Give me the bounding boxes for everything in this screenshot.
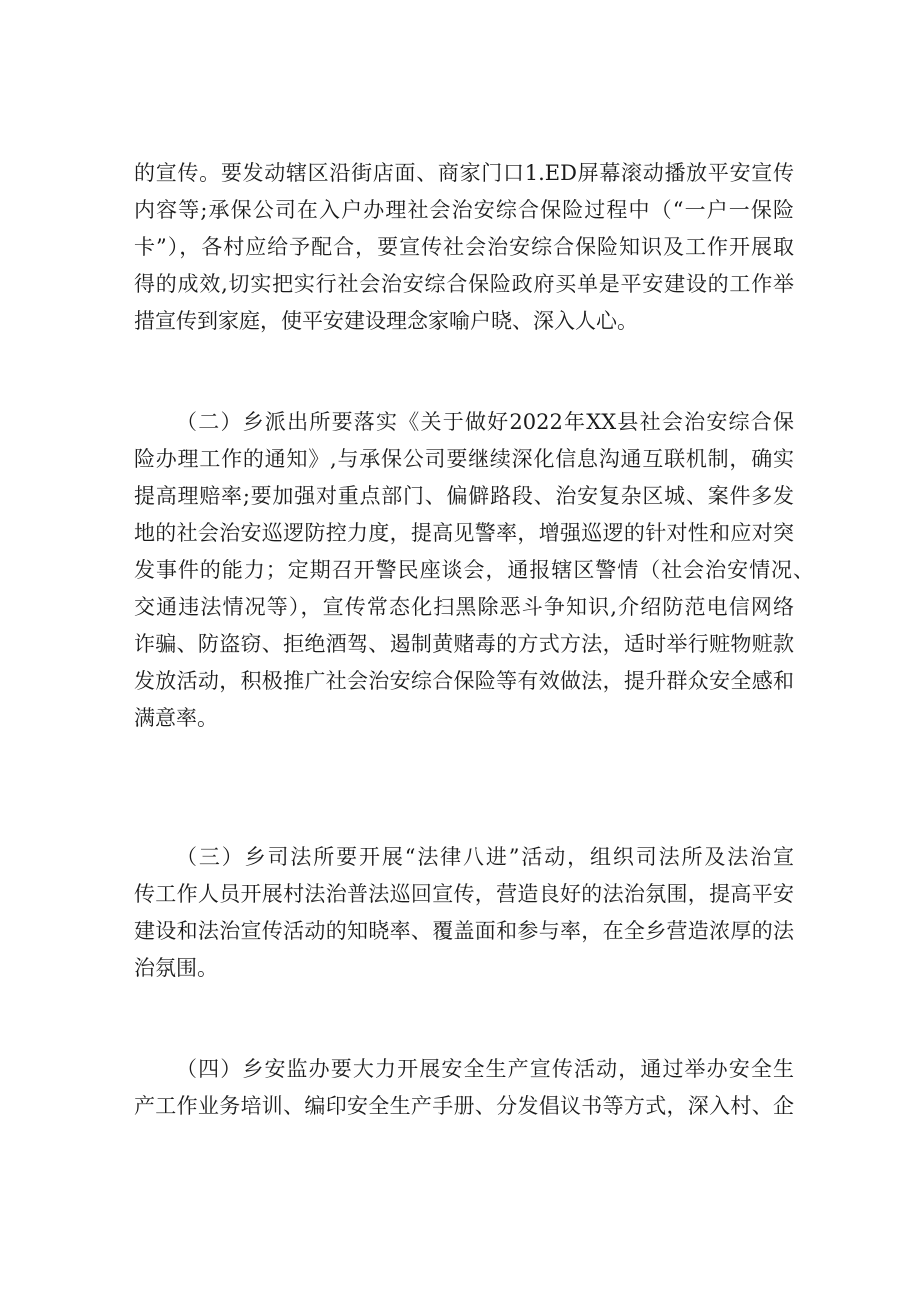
text-line: 治氛围。 xyxy=(134,956,218,980)
text-line: 内容等;承保公司在入户办理社会治安综合保险过程中（“一户一保险 xyxy=(134,198,794,222)
text-line: 得的成效,切实把实行社会治安综合保险政府买单是平安建设的工作举 xyxy=(134,272,794,296)
text-line: 地的社会治安巡逻防控力度，提高见警率，增强巡逻的针对性和应对突 xyxy=(134,521,794,545)
paragraph-publicity xyxy=(134,155,794,340)
text-line: 诈骗、防盗窃、拒绝酒驾、遏制黄赌毒的方式方法，适时举行赃物赃款 xyxy=(134,632,794,656)
text-line: 发事件的能力；定期召开警民座谈会，通报辖区警情（社会治安情况、 xyxy=(134,558,814,582)
paragraph-police-station xyxy=(134,404,814,737)
text-line: 的宣传。要发动辖区沿街店面、商家门口1.ED屏幕滚动播放平安宣传 xyxy=(134,161,794,185)
text-line: 产工作业务培训、编印安全生产手册、分发倡议书等方式，深入村、企 xyxy=(134,1094,794,1118)
text-line: 传工作人员开展村法治普法巡回宣传，营造良好的法治氛围，提高平安 xyxy=(134,882,794,906)
text-line: （三）乡司法所要开展“法律八进”活动，组织司法所及法治宣 xyxy=(176,845,794,869)
text-line: 交通违法情况等），宣传常态化扫黑除恶斗争知识,介绍防范电信网络 xyxy=(134,595,794,619)
text-line: 险办理工作的通知》,与承保公司要继续深化信息沟通互联机制，确实 xyxy=(134,447,794,471)
text-line: 发放活动，积极推广社会治安综合保险等有效做法，提升群众安全感和 xyxy=(134,669,794,693)
text-line: 建设和法治宣传活动的知晓率、覆盖面和参与率，在全乡营造浓厚的法 xyxy=(134,919,794,943)
text-line: 满意率。 xyxy=(134,706,218,730)
text-line: 措宣传到家庭，使平安建设理念家喻户晓、深入人心。 xyxy=(134,309,638,333)
text-line: 卡”），各村应给予配合，要宣传社会治安综合保险知识及工作开展取 xyxy=(134,235,794,259)
paragraph-safety-supervision xyxy=(134,1051,794,1125)
text-line: 提高理赔率;要加强对重点部门、偏僻路段、治安复杂区城、案件多发 xyxy=(134,484,794,508)
text-line: （二）乡派出所要落实《关于做好2022年XX县社会治安综合保 xyxy=(176,410,794,434)
text-line: （四）乡安监办要大力开展安全生产宣传活动，通过举办安全生 xyxy=(176,1057,794,1081)
paragraph-judicial-office xyxy=(134,839,794,987)
